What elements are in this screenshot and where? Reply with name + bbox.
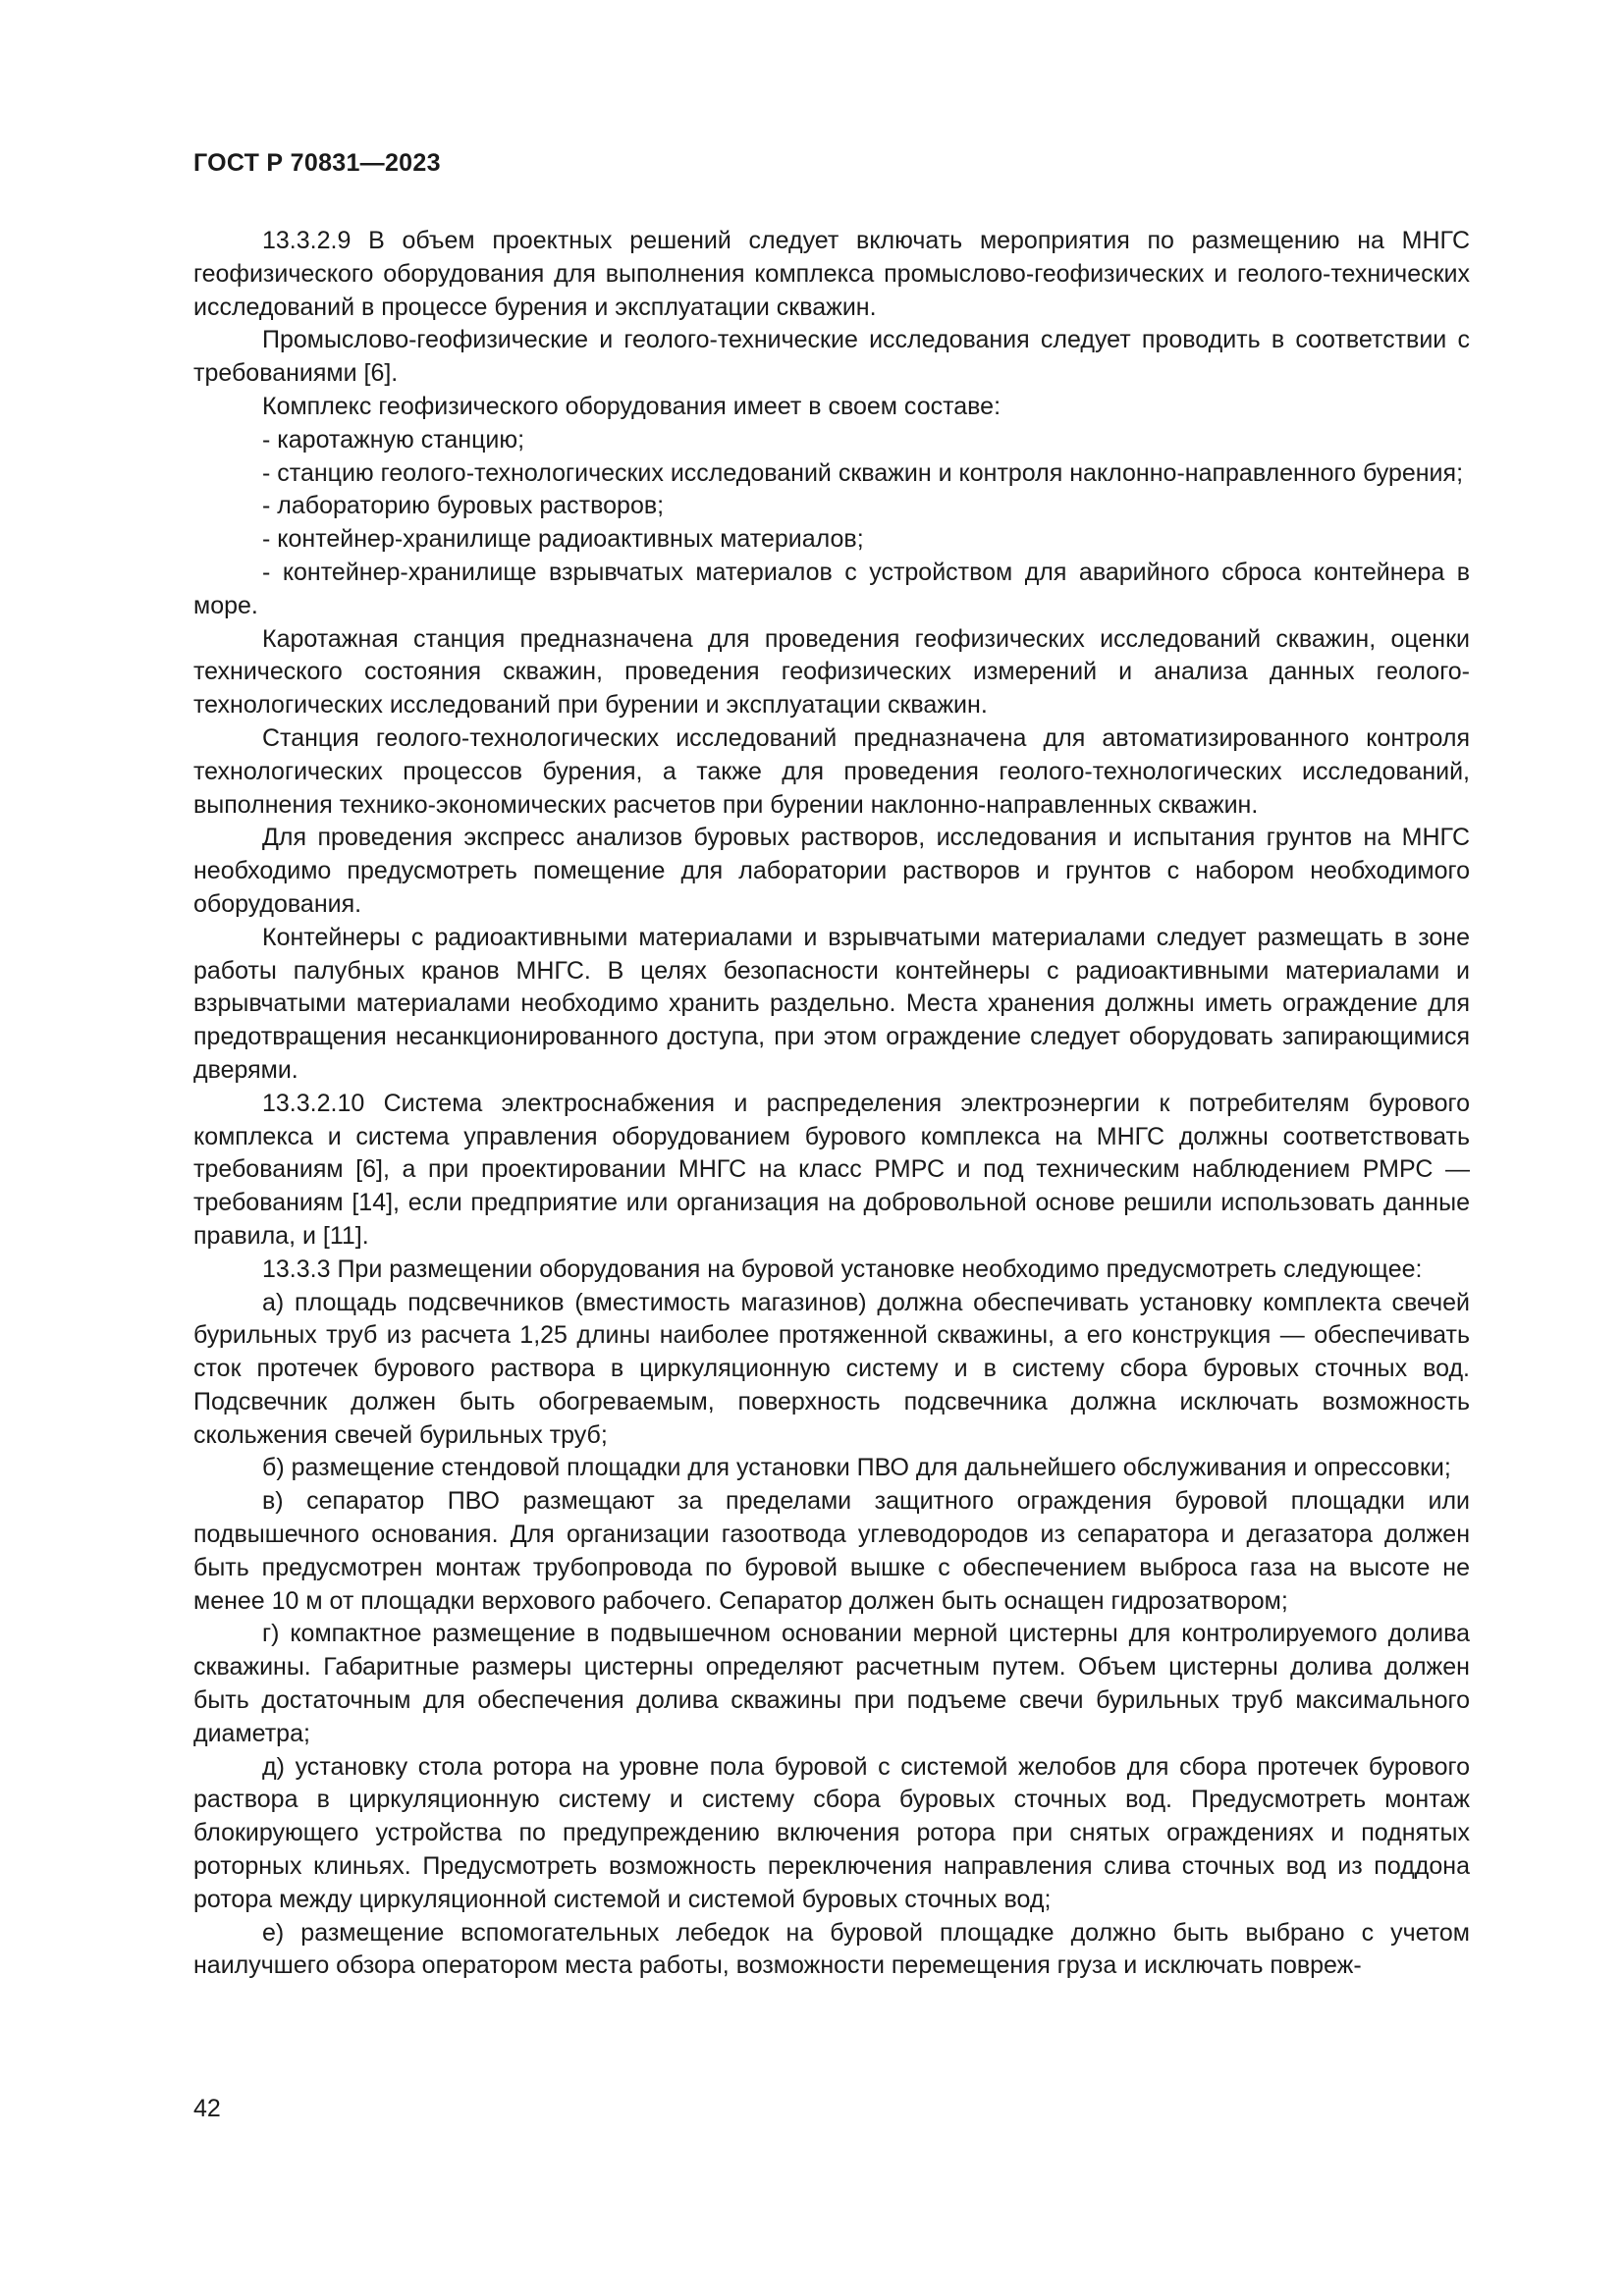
paragraph: Для проведения экспресс анализов буровых растворов, исследования и испытания грунтов на МНГС необходимо предусмотреть помещение для лаборатории растворов и грунтов с набором необходимого оборудования. (193, 824, 1470, 918)
list-item: д) установку стола ротора на уровне пола буровой с системой желобов для сбора протечек бурового раствора в циркуляционную систему и систему сбора буровых сточных вод. Предусмотреть монтаж блокирующего устройства по предупреждению включения ротора при снятых ограждениях и поднятых роторных клиньях. Предусмотреть возможность переключения направления слива сточных вод из поддона ротора между циркуляционной системой и системой буровых сточных вод; (193, 1752, 1470, 1913)
paragraph: 13.3.2.9 В объем проектных решений следует включать мероприятия по размещению на МНГС геофизического оборудования для выполнения комплекса промыслово-геофизических и геолого-технических исследований в процессе бурения и эксплуатации скважин. (193, 227, 1470, 321)
list-item: - контейнер-хранилище радиоактивных материалов; (262, 525, 864, 554)
paragraph: Станция геолого-технологических исследований предназначена для автоматизированного контроля технологических процессов бурения, а также для проведения геолого-технологических исследований, выполнения технико-экономических расчетов при бурении наклонно-направленных скважин. (193, 723, 1470, 819)
list-item: - каротажную станцию; (262, 425, 525, 454)
document-body (193, 225, 1470, 1983)
paragraph: 13.3.2.10 Система электроснабжения и распределения электроэнергии к потребителям бурового комплекса и система управления оборудованием бурового комплекса на МНГС должны соответствовать требованиям [6], а при проектировании МНГС на класс РМРС и под техническим наблюдением РМРС — требованиям [14], если предприятие или организация на добровольной основе решили использовать данные правила, и [11]. (193, 1089, 1470, 1250)
paragraph: Контейнеры с радиоактивными материалами и взрывчатыми материалами следует размещать в зоне работы палубных кранов МНГС. В целях безопасности контейнеры с радиоактивными материалами и взрывчатыми материалами необходимо хранить раздельно. Места хранения должны иметь ограждение для предотвращения несанкционированного доступа, при этом ограждение следует оборудовать запирающимися дверями. (193, 923, 1470, 1084)
paragraph: 13.3.3 При размещении оборудования на буровой установке необходимо предусмотреть следующее: (262, 1255, 1423, 1283)
list-item: е) размещение вспомогательных лебедок на буровой площадке должно быть выбрано с учетом наилучшего обзора оператором места работы, возможности перемещения груза и исключать повреж- (193, 1918, 1470, 1980)
list-item: б) размещение стендовой площадки для установки ПВО для дальнейшего обслуживания и опрессовки; (262, 1454, 1451, 1482)
page-number: 42 (193, 2095, 221, 2122)
document-header: ГОСТ Р 70831—2023 (193, 149, 441, 177)
paragraph: Промыслово-геофизические и геолого-технические исследования следует проводить в соответствии с требованиями [6]. (193, 326, 1470, 388)
list-item: - лабораторию буровых растворов; (262, 492, 665, 520)
list-item: г) компактное размещение в подвышечном основании мерной цистерны для контролируемого долива скважины. Габаритные размеры цистерны определяют расчетным путем. Объем цистерны долива должен быть достаточным для обеспечения долива скважины при подъеме свечи бурильных труб максимального диаметра; (193, 1620, 1470, 1747)
list-item: а) площадь подсвечников (вместимость магазинов) должна обеспечивать установку комплекта свечей бурильных труб из расчета 1,25 длины наиболее протяженной скважины, а его конструкция — обеспечивать сток протечек бурового раствора в циркуляционную систему и в систему сбора буровых сточных вод. Подсвечник должен быть обогреваемым, поверхность подсвечника должна исключать возможность скольжения свечей бурильных труб; (193, 1288, 1470, 1449)
list-item: - станцию геолого-технологических исследований скважин и контроля наклонно-направленного бурения; (262, 458, 1464, 487)
paragraph: Комплекс геофизического оборудования имеет в своем составе: (262, 392, 1001, 420)
list-item: - контейнер-хранилище взрывчатых материалов с устройством для аварийного сброса контейнера в море. (193, 558, 1470, 619)
paragraph: Каротажная станция предназначена для проведения геофизических исследований скважин, оценки технического состояния скважин, проведения геофизических измерений и анализа данных геолого-технологических исследований при бурении и эксплуатации скважин. (193, 624, 1470, 720)
list-item: в) сепаратор ПВО размещают за пределами защитного ограждения буровой площадки или подвышечного основания. Для организации газоотвода углеводородов из сепаратора и дегазатора должен быть предусмотрен монтаж трубопровода по буровой вышке с обеспечением выброса газа на высоте не менее 10 м от площадки верхового рабочего. Сепаратор должен быть оснащен гидрозатвором; (193, 1487, 1470, 1615)
